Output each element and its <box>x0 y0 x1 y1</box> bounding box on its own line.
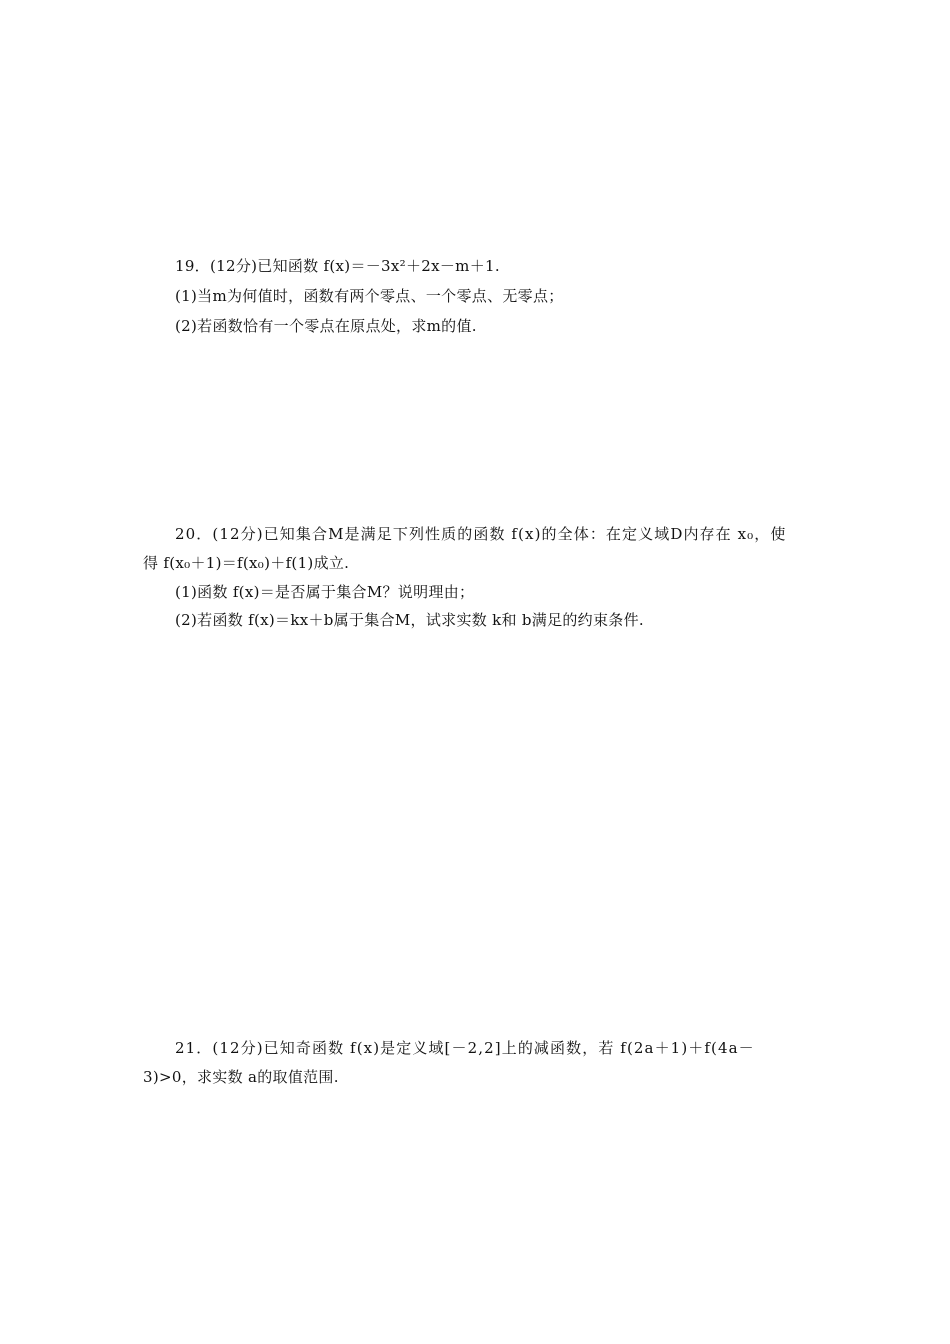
problem-21-statement-line-1: 21．(12分)已知奇函数 f(x)是定义域[－2,2]上的减函数，若 f(2a＋1)＋f(4a－ <box>175 1039 755 1057</box>
problem-20-statement-line-1: 20．(12分)已知集合M是满足下列性质的函数 f(x)的全体：在定义域D内存在 x₀，使 <box>175 525 787 543</box>
problem-21-statement-line-2: 3)>0，求实数 a的取值范围. <box>143 1068 339 1086</box>
problem-20-part-2: (2)若函数 f(x)＝kx＋b属于集合M，试求实数 k和 b满足的约束条件. <box>175 611 644 629</box>
problem-20-statement-line-2: 得 f(x₀＋1)＝f(x₀)＋f(1)成立. <box>143 554 350 572</box>
problem-19-part-1: (1)当m为何值时，函数有两个零点、一个零点、无零点； <box>175 287 564 305</box>
problem-19-part-2: (2)若函数恰有一个零点在原点处，求m的值. <box>175 317 477 335</box>
problem-20-part-1: (1)函数 f(x)＝是否属于集合M？说明理由； <box>175 583 475 601</box>
problem-19-statement: 19．(12分)已知函数 f(x)＝－3x²＋2x－m＋1. <box>175 257 500 275</box>
